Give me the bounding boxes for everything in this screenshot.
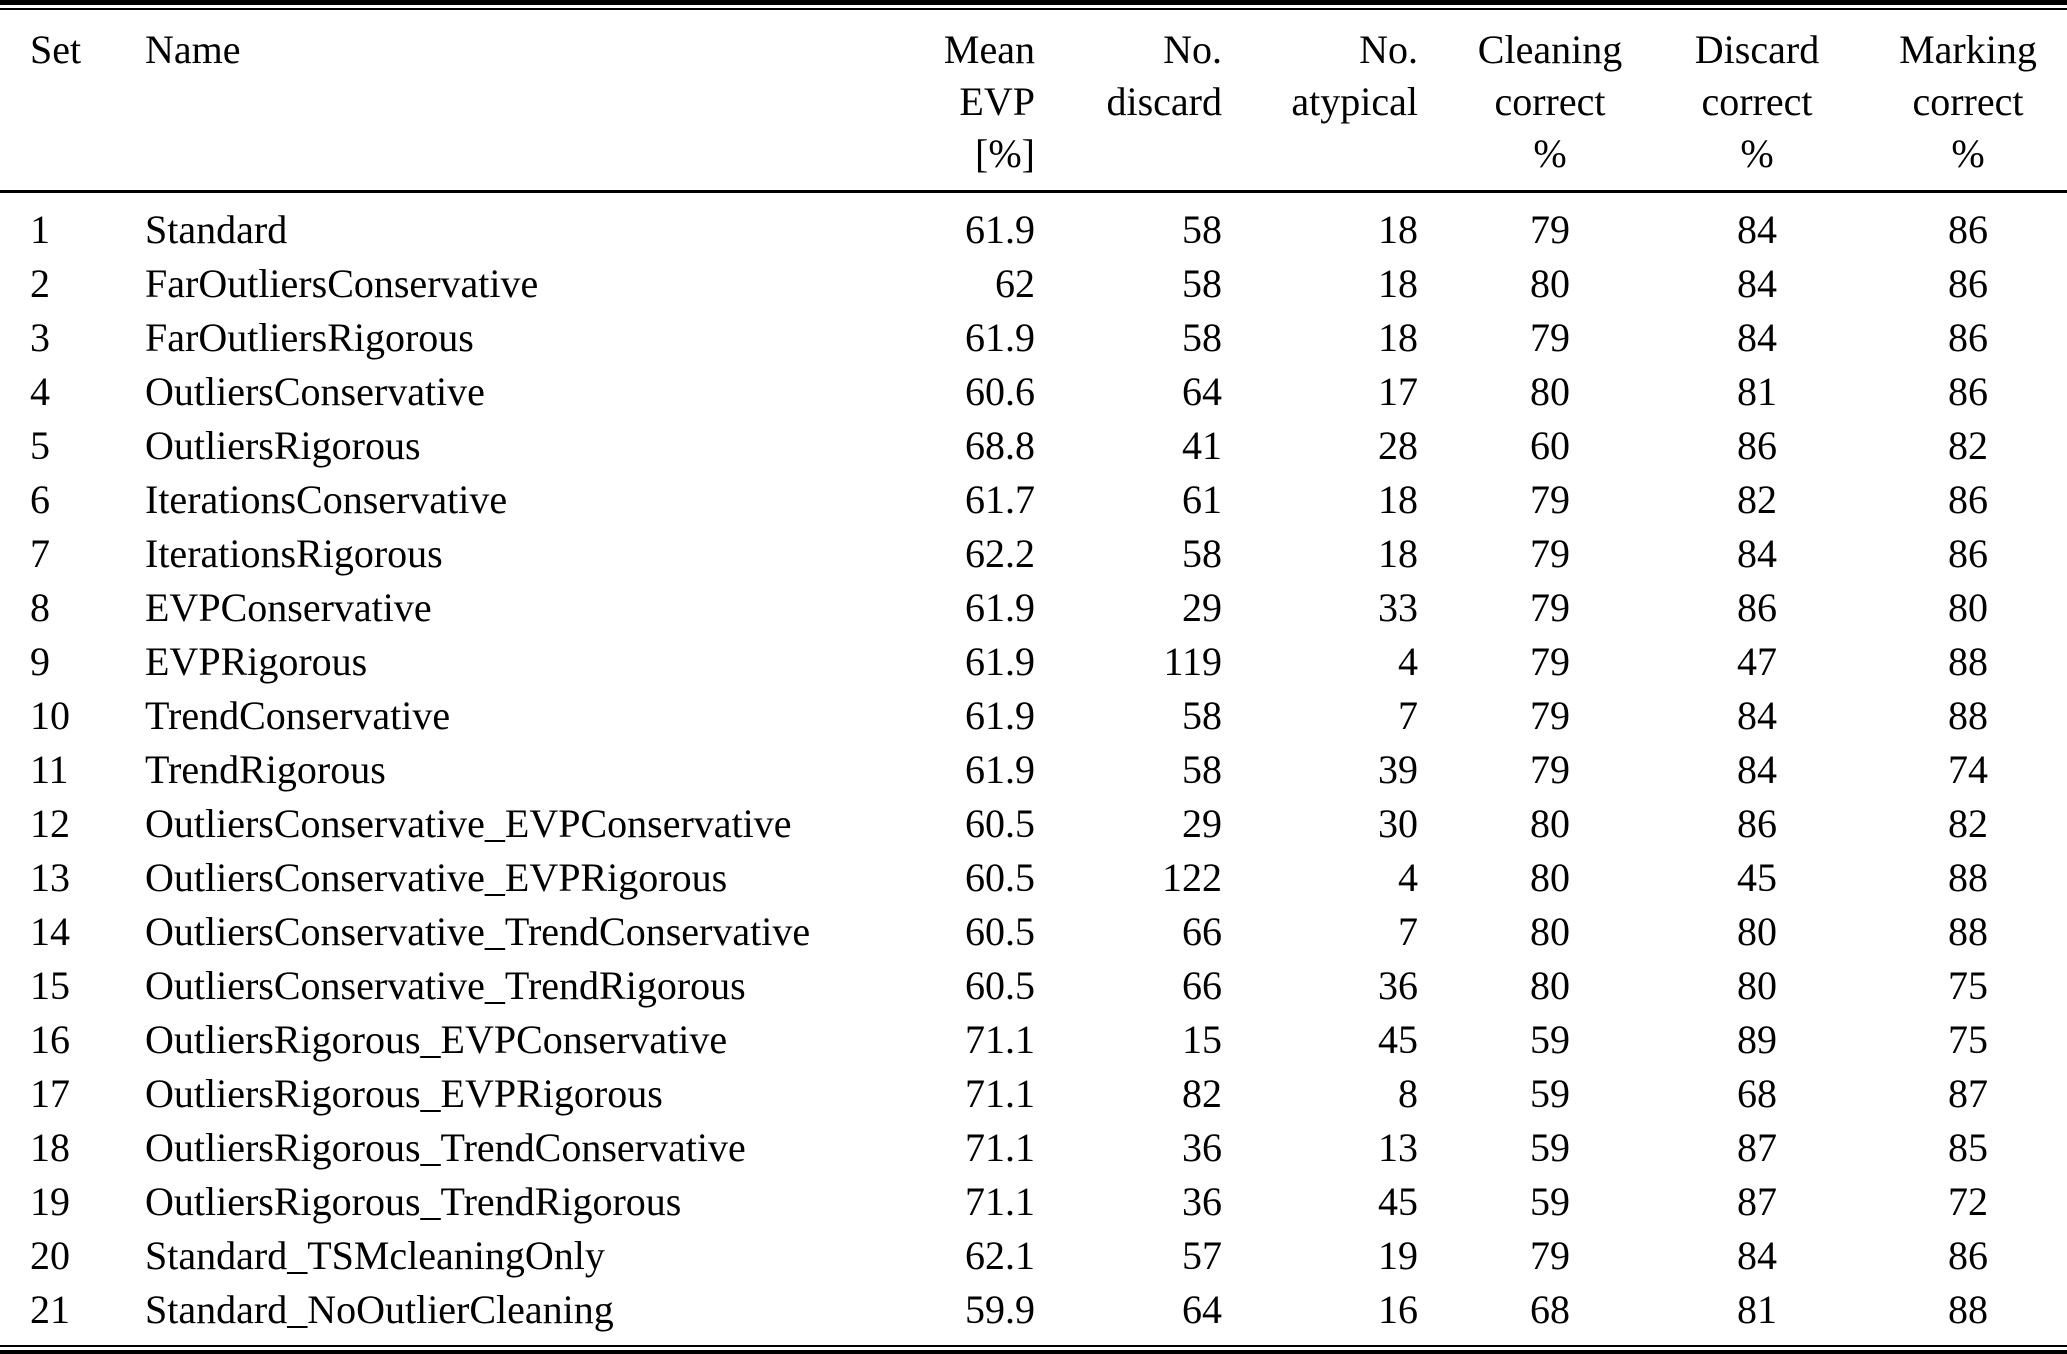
cell-cleaning-correct: 80: [1530, 909, 1570, 954]
cell-discard-correct: 84: [1737, 693, 1777, 738]
header-line: correct: [1912, 79, 2024, 124]
cell-set: 19: [30, 1179, 70, 1224]
cell-cleaning-correct: 59: [1530, 1125, 1570, 1170]
table-header: [0, 10, 2067, 192]
table-row: [0, 1121, 2067, 1175]
cell-cleaning-correct: 79: [1530, 693, 1570, 738]
table-row: [0, 743, 2067, 797]
cell-no-discard: 64: [1182, 369, 1222, 414]
cell-set: 21: [30, 1287, 70, 1332]
table-row: [0, 311, 2067, 365]
header-line: EVP: [959, 79, 1035, 124]
cell-name: OutliersConservative_TrendRigorous: [145, 963, 746, 1008]
cell-set: 14: [30, 909, 70, 954]
cell-discard-correct: 82: [1737, 477, 1777, 522]
cell-set: 15: [30, 963, 70, 1008]
cell-marking-correct: 75: [1948, 963, 1988, 1008]
cell-cleaning-correct: 80: [1530, 963, 1570, 1008]
table-row: [0, 1283, 2067, 1337]
cell-no-discard: 58: [1182, 315, 1222, 360]
table-row: [0, 1067, 2067, 1121]
cell-cleaning-correct: 79: [1530, 747, 1570, 792]
cell-marking-correct: 72: [1948, 1179, 1988, 1224]
cell-cleaning-correct: 60: [1530, 423, 1570, 468]
cell-mean-evp: 61.9: [965, 585, 1035, 630]
cell-no-atypical: 45: [1378, 1179, 1418, 1224]
cell-no-atypical: 39: [1378, 747, 1418, 792]
cell-discard-correct: 86: [1737, 585, 1777, 630]
table-row: [0, 192, 2067, 258]
cell-name: OutliersRigorous_EVPRigorous: [145, 1071, 663, 1116]
cell-no-atypical: 7: [1398, 909, 1418, 954]
cell-cleaning-correct: 79: [1530, 639, 1570, 684]
cell-mean-evp: 71.1: [965, 1179, 1035, 1224]
cell-cleaning-correct: 79: [1530, 531, 1570, 576]
header-line: correct: [1494, 79, 1606, 124]
cell-no-atypical: 18: [1378, 261, 1418, 306]
cell-name: OutliersRigorous_TrendRigorous: [145, 1179, 682, 1224]
cell-cleaning-correct: 79: [1530, 585, 1570, 630]
cell-name: FarOutliersRigorous: [145, 315, 474, 360]
table-row: [0, 1229, 2067, 1283]
table-row: [0, 797, 2067, 851]
table-body: [0, 192, 2067, 1338]
cell-discard-correct: 45: [1737, 855, 1777, 900]
cell-no-atypical: 33: [1378, 585, 1418, 630]
cell-marking-correct: 86: [1948, 477, 1988, 522]
table-row: [0, 365, 2067, 419]
cell-no-discard: 29: [1182, 585, 1222, 630]
cell-name: TrendConservative: [145, 693, 451, 738]
cell-set: 4: [30, 369, 50, 414]
table-row: [0, 689, 2067, 743]
cell-no-atypical: 19: [1378, 1233, 1418, 1278]
table-row: [0, 419, 2067, 473]
header-line: %: [1951, 131, 1985, 176]
cell-marking-correct: 88: [1948, 855, 1988, 900]
cell-mean-evp: 60.6: [965, 369, 1035, 414]
cell-set: 1: [30, 207, 50, 252]
cell-marking-correct: 86: [1948, 369, 1988, 414]
col-header-set: [0, 10, 115, 192]
header-row: [0, 10, 2067, 192]
header-line: No.: [1163, 27, 1222, 72]
cell-no-discard: 119: [1163, 639, 1222, 684]
cell-marking-correct: 82: [1948, 801, 1988, 846]
cell-mean-evp: 61.9: [965, 747, 1035, 792]
header-line: Set: [30, 27, 82, 72]
cell-cleaning-correct: 79: [1530, 1233, 1570, 1278]
cell-discard-correct: 47: [1737, 639, 1777, 684]
cell-discard-correct: 84: [1737, 261, 1777, 306]
cell-mean-evp: 71.1: [965, 1125, 1035, 1170]
cell-mean-evp: 62: [995, 261, 1035, 306]
cell-mean-evp: 61.7: [965, 477, 1035, 522]
cell-cleaning-correct: 79: [1530, 207, 1570, 252]
table-row: [0, 905, 2067, 959]
header-line: %: [1740, 131, 1774, 176]
cell-cleaning-correct: 68: [1530, 1287, 1570, 1332]
cell-name: Standard_NoOutlierCleaning: [145, 1287, 614, 1332]
header-line: Cleaning: [1477, 27, 1623, 72]
cell-marking-correct: 88: [1948, 1287, 1988, 1332]
cell-no-discard: 66: [1182, 963, 1222, 1008]
cell-name: FarOutliersConservative: [145, 261, 539, 306]
cell-discard-correct: 80: [1737, 909, 1777, 954]
col-header-no-discard: [1040, 10, 1225, 192]
cell-mean-evp: 60.5: [965, 855, 1035, 900]
cell-mean-evp: 60.5: [965, 801, 1035, 846]
bottom-rule-thick: [0, 1350, 2067, 1354]
cell-no-discard: 61: [1182, 477, 1222, 522]
cell-set: 18: [30, 1125, 70, 1170]
header-line: Discard: [1694, 27, 1820, 72]
table-row: [0, 473, 2067, 527]
cell-marking-correct: 88: [1948, 909, 1988, 954]
col-header-mean-evp: [895, 10, 1040, 192]
header-line: Mean: [943, 27, 1035, 72]
cell-discard-correct: 84: [1737, 315, 1777, 360]
cell-set: 5: [30, 423, 50, 468]
cell-mean-evp: 71.1: [965, 1017, 1035, 1062]
cell-discard-correct: 84: [1737, 1233, 1777, 1278]
cell-no-atypical: 45: [1378, 1017, 1418, 1062]
cell-set: 12: [30, 801, 70, 846]
cell-cleaning-correct: 80: [1530, 855, 1570, 900]
cell-discard-correct: 84: [1737, 531, 1777, 576]
cell-marking-correct: 82: [1948, 423, 1988, 468]
cell-no-atypical: 36: [1378, 963, 1418, 1008]
cell-marking-correct: 80: [1948, 585, 1988, 630]
cell-no-discard: 58: [1182, 693, 1222, 738]
cell-no-discard: 15: [1182, 1017, 1222, 1062]
table-row: [0, 527, 2067, 581]
cell-no-discard: 41: [1182, 423, 1222, 468]
cell-cleaning-correct: 80: [1530, 801, 1570, 846]
cell-no-discard: 58: [1182, 747, 1222, 792]
cell-mean-evp: 61.9: [965, 315, 1035, 360]
cell-cleaning-correct: 59: [1530, 1179, 1570, 1224]
cell-set: 10: [30, 693, 70, 738]
cell-set: 20: [30, 1233, 70, 1278]
cell-set: 11: [30, 747, 69, 792]
header-line: Marking: [1899, 27, 2037, 72]
cell-name: TrendRigorous: [145, 747, 386, 792]
table-row: [0, 1175, 2067, 1229]
cell-cleaning-correct: 80: [1530, 369, 1570, 414]
cell-name: Standard: [145, 207, 288, 252]
cell-mean-evp: 68.8: [965, 423, 1035, 468]
cell-marking-correct: 86: [1948, 261, 1988, 306]
cell-name: EVPConservative: [145, 585, 432, 630]
cell-no-atypical: 18: [1378, 207, 1418, 252]
cell-no-discard: 36: [1182, 1125, 1222, 1170]
cell-no-atypical: 30: [1378, 801, 1418, 846]
cell-marking-correct: 87: [1948, 1071, 1988, 1116]
cell-mean-evp: 62.2: [965, 531, 1035, 576]
cell-no-discard: 29: [1182, 801, 1222, 846]
cell-marking-correct: 86: [1948, 531, 1988, 576]
cell-discard-correct: 81: [1737, 369, 1777, 414]
cell-marking-correct: 88: [1948, 639, 1988, 684]
table-row: [0, 1013, 2067, 1067]
cell-discard-correct: 81: [1737, 1287, 1777, 1332]
header-line: Name: [145, 27, 241, 72]
cell-no-discard: 122: [1162, 855, 1222, 900]
table-row: [0, 959, 2067, 1013]
cell-marking-correct: 85: [1948, 1125, 1988, 1170]
bottom-spacer: [0, 1337, 2067, 1345]
header-line: %: [1533, 131, 1567, 176]
cell-marking-correct: 88: [1948, 693, 1988, 738]
col-header-discard-correct: [1680, 10, 1850, 192]
cell-marking-correct: 74: [1948, 747, 1988, 792]
cell-discard-correct: 87: [1737, 1125, 1777, 1170]
cell-no-atypical: 13: [1378, 1125, 1418, 1170]
col-header-name: [115, 10, 895, 192]
header-line: correct: [1701, 79, 1813, 124]
table-row: [0, 581, 2067, 635]
results-table: [0, 10, 2067, 1337]
col-header-cleaning-correct: [1420, 10, 1680, 192]
cell-set: 16: [30, 1017, 70, 1062]
cell-no-atypical: 17: [1378, 369, 1418, 414]
cell-discard-correct: 87: [1737, 1179, 1777, 1224]
cell-name: OutliersConservative_EVPRigorous: [145, 855, 728, 900]
cell-marking-correct: 86: [1948, 1233, 1988, 1278]
cell-set: 9: [30, 639, 50, 684]
cell-discard-correct: 84: [1737, 207, 1777, 252]
cell-cleaning-correct: 59: [1530, 1017, 1570, 1062]
cell-discard-correct: 84: [1737, 747, 1777, 792]
cell-mean-evp: 71.1: [965, 1071, 1035, 1116]
col-header-marking-correct: [1850, 10, 2067, 192]
cell-name: OutliersRigorous_EVPConservative: [145, 1017, 728, 1062]
cell-name: IterationsConservative: [145, 477, 508, 522]
cell-marking-correct: 86: [1948, 315, 1988, 360]
cell-set: 6: [30, 477, 50, 522]
cell-name: OutliersConservative: [145, 369, 485, 414]
header-line: atypical: [1291, 79, 1418, 124]
cell-discard-correct: 68: [1737, 1071, 1777, 1116]
cell-mean-evp: 60.5: [965, 909, 1035, 954]
cell-no-discard: 58: [1182, 531, 1222, 576]
cell-set: 3: [30, 315, 50, 360]
cell-mean-evp: 60.5: [965, 963, 1035, 1008]
cell-discard-correct: 86: [1737, 801, 1777, 846]
cell-no-atypical: 16: [1378, 1287, 1418, 1332]
cell-set: 8: [30, 585, 50, 630]
cell-cleaning-correct: 79: [1530, 477, 1570, 522]
cell-discard-correct: 89: [1737, 1017, 1777, 1062]
cell-set: 7: [30, 531, 50, 576]
cell-set: 17: [30, 1071, 70, 1116]
cell-mean-evp: 59.9: [965, 1287, 1035, 1332]
cell-mean-evp: 61.9: [965, 693, 1035, 738]
table-row: [0, 635, 2067, 689]
cell-name: EVPRigorous: [145, 639, 368, 684]
cell-name: Standard_TSMcleaningOnly: [145, 1233, 605, 1278]
cell-set: 13: [30, 855, 70, 900]
cell-discard-correct: 80: [1737, 963, 1777, 1008]
cell-no-discard: 57: [1182, 1233, 1222, 1278]
table-row: [0, 851, 2067, 905]
cell-no-atypical: 4: [1398, 639, 1418, 684]
col-header-no-atypical: [1225, 10, 1420, 192]
cell-name: OutliersConservative_TrendConservative: [145, 909, 811, 954]
cell-cleaning-correct: 79: [1530, 315, 1570, 360]
cell-no-atypical: 7: [1398, 693, 1418, 738]
cell-no-discard: 66: [1182, 909, 1222, 954]
cell-no-atypical: 8: [1398, 1071, 1418, 1116]
cell-no-atypical: 18: [1378, 477, 1418, 522]
cell-no-discard: 36: [1182, 1179, 1222, 1224]
header-line: No.: [1359, 27, 1418, 72]
cell-name: OutliersRigorous_TrendConservative: [145, 1125, 746, 1170]
table-row: [0, 257, 2067, 311]
cell-marking-correct: 75: [1948, 1017, 1988, 1062]
cell-mean-evp: 61.9: [965, 207, 1035, 252]
header-line: [%]: [975, 131, 1035, 176]
cell-no-discard: 64: [1182, 1287, 1222, 1332]
cell-marking-correct: 86: [1948, 207, 1988, 252]
cell-cleaning-correct: 59: [1530, 1071, 1570, 1116]
cell-name: IterationsRigorous: [145, 531, 443, 576]
cell-set: 2: [30, 261, 50, 306]
cell-mean-evp: 62.1: [965, 1233, 1035, 1278]
cell-no-discard: 58: [1182, 261, 1222, 306]
header-line: discard: [1106, 79, 1222, 124]
cell-name: OutliersConservative_EVPConservative: [145, 801, 792, 846]
cell-no-atypical: 18: [1378, 531, 1418, 576]
cell-discard-correct: 86: [1737, 423, 1777, 468]
cell-no-discard: 58: [1182, 207, 1222, 252]
cell-no-atypical: 28: [1378, 423, 1418, 468]
cell-cleaning-correct: 80: [1530, 261, 1570, 306]
cell-no-atypical: 18: [1378, 315, 1418, 360]
cell-no-discard: 82: [1182, 1071, 1222, 1116]
cell-name: OutliersRigorous: [145, 423, 421, 468]
cell-mean-evp: 61.9: [965, 639, 1035, 684]
cell-no-atypical: 4: [1398, 855, 1418, 900]
